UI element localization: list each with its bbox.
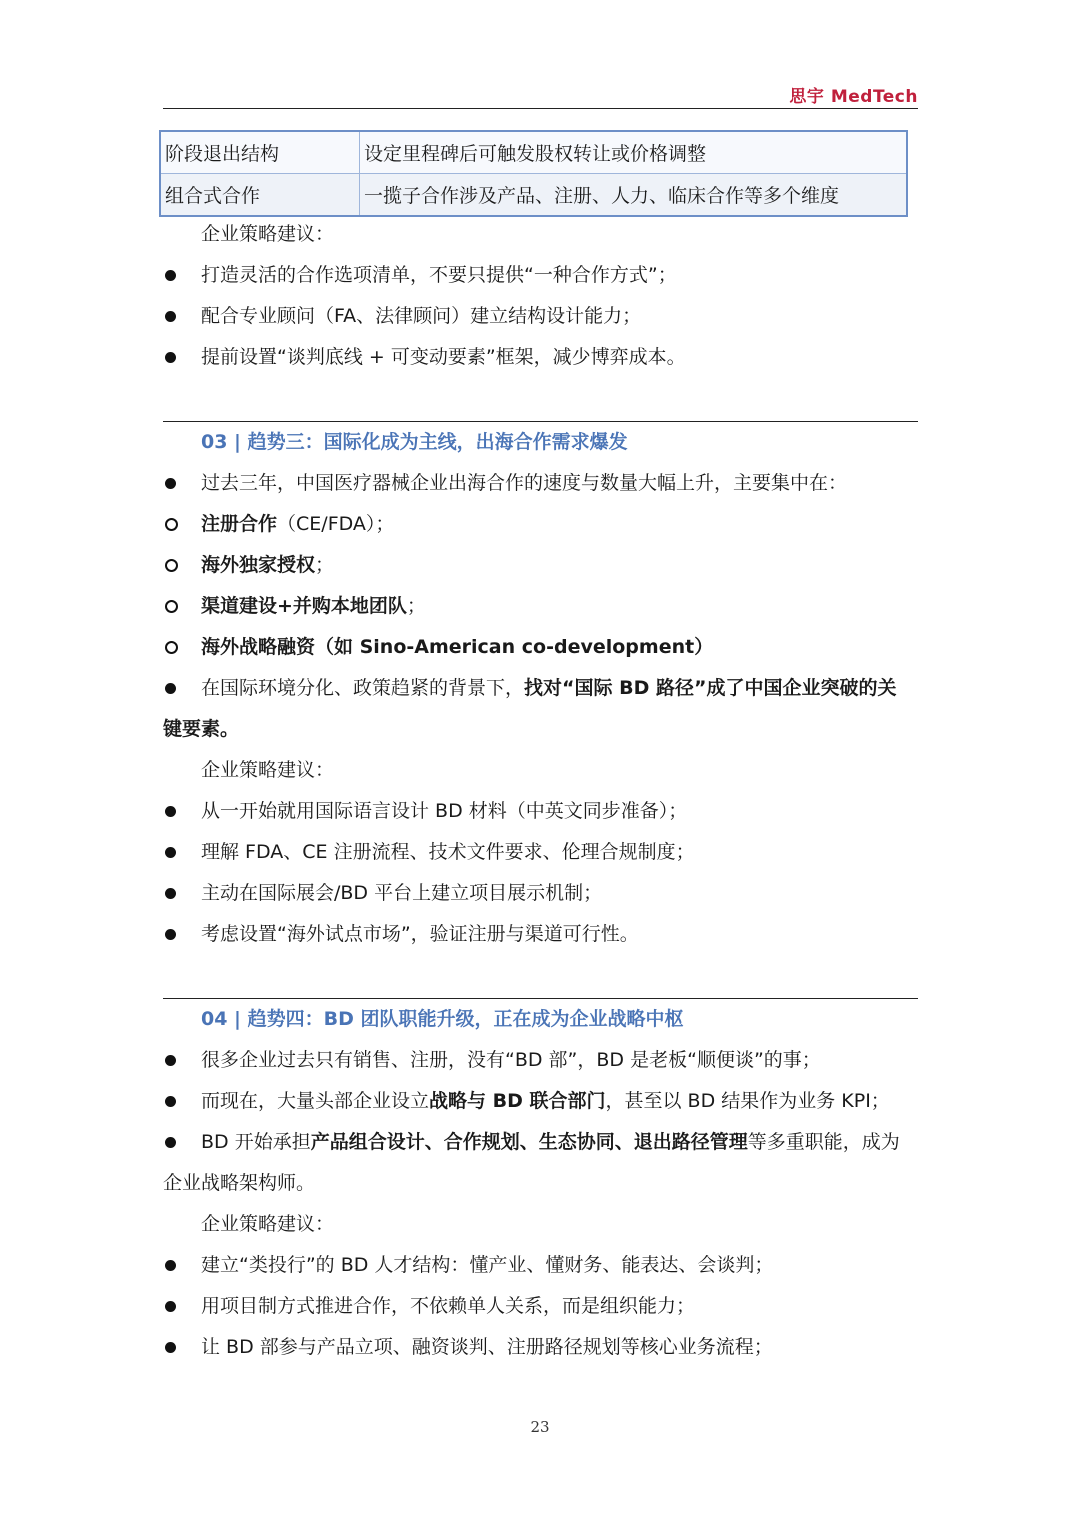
bullet-icon <box>165 888 176 899</box>
hollow-bullet-icon <box>165 559 178 572</box>
table-row <box>160 174 907 217</box>
brand-logo-text: 思宇 MedTech <box>789 87 918 107</box>
list-item: 配合专业顾问（FA、法律顾问）建立结构设计能力； <box>163 296 918 337</box>
table-cell: 阶段退出结构 <box>160 131 360 174</box>
section-title: 03 | 趋势三：国际化成为主线，出海合作需求爆发 <box>201 431 628 453</box>
hollow-bullet-icon <box>165 518 178 531</box>
list-item: 而现在，大量头部企业设立战略与 BD 联合部门，甚至以 BD 结果作为业务 KPI； <box>163 1081 918 1122</box>
page-number: 23 <box>530 1418 550 1436</box>
strategy-block-2 <box>163 214 918 378</box>
list-item: BD 开始承担产品组合设计、合作规划、生态协同、退出路径管理等多重职能，成为 <box>163 1122 918 1163</box>
list-item: 考虑设置“海外试点市场”，验证注册与渠道可行性。 <box>163 914 918 955</box>
table-row <box>160 131 907 174</box>
list-item: 理解 FDA、CE 注册流程、技术文件要求、伦理合规制度； <box>163 832 918 873</box>
bullet-icon <box>165 1260 176 1271</box>
section-4 <box>163 998 918 1368</box>
list-item: 打造灵活的合作选项清单，不要只提供“一种合作方式”； <box>163 255 918 296</box>
list-item: 提前设置“谈判底线 + 可变动要素”框架，减少博弈成本。 <box>163 337 918 378</box>
bullet-icon <box>165 478 176 489</box>
list-item: 很多企业过去只有销售、注册，没有“BD 部”，BD 是老板“顺便谈”的事； <box>163 1040 918 1081</box>
advice-label: 企业策略建议： <box>201 1213 335 1235</box>
sub-list-item: 注册合作（CE/FDA）； <box>163 504 918 545</box>
hollow-bullet-icon <box>165 641 178 654</box>
section-title: 04 | 趋势四：BD 团队职能升级，正在成为企业战略中枢 <box>201 1008 684 1030</box>
table-cell: 一揽子合作涉及产品、注册、人力、临床合作等多个维度 <box>360 174 908 217</box>
list-item: 过去三年，中国医疗器械企业出海合作的速度与数量大幅上升，主要集中在： <box>163 463 918 504</box>
bullet-icon <box>165 1342 176 1353</box>
list-item: 从一开始就用国际语言设计 BD 材料（中英文同步准备）； <box>163 791 918 832</box>
bullet-icon <box>165 1055 176 1066</box>
advice-label: 企业策略建议： <box>201 759 335 781</box>
list-item: 在国际环境分化、政策趋紧的背景下，找对“国际 BD 路径”成了中国企业突破的关 <box>163 668 918 709</box>
list-item: 用项目制方式推进合作，不依赖单人关系，而是组织能力； <box>163 1286 918 1327</box>
bullet-icon <box>165 1301 176 1312</box>
bullet-icon <box>165 352 176 363</box>
paragraph-continuation: 键要素。 <box>163 718 240 740</box>
table-cell: 设定里程碑后可触发股权转让或价格调整 <box>360 131 908 174</box>
sub-list-item: 海外独家授权； <box>163 545 918 586</box>
bullet-icon <box>165 683 176 694</box>
paragraph-continuation: 企业战略架构师。 <box>163 1172 316 1194</box>
bullet-icon <box>165 1137 176 1148</box>
list-item: 建立“类投行”的 BD 人才结构：懂产业、懂财务、能表达、会谈判； <box>163 1245 918 1286</box>
bullet-icon <box>165 847 176 858</box>
section-3 <box>163 421 918 955</box>
bullet-icon <box>165 1096 176 1107</box>
page-header <box>163 80 918 109</box>
list-item: 让 BD 部参与产品立项、融资谈判、注册路径规划等核心业务流程； <box>163 1327 918 1368</box>
bullet-icon <box>165 806 176 817</box>
table-cell: 组合式合作 <box>160 174 360 217</box>
bullet-icon <box>165 311 176 322</box>
sub-list-item: 渠道建设+并购本地团队； <box>163 586 918 627</box>
hollow-bullet-icon <box>165 600 178 613</box>
sub-list-item: 海外战略融资（如 Sino-American co-development） <box>163 627 918 668</box>
list-item: 主动在国际展会/BD 平台上建立项目展示机制； <box>163 873 918 914</box>
advice-label: 企业策略建议： <box>201 223 335 245</box>
bullet-icon <box>165 929 176 940</box>
cooperation-structure-table <box>159 130 908 217</box>
bullet-icon <box>165 270 176 281</box>
